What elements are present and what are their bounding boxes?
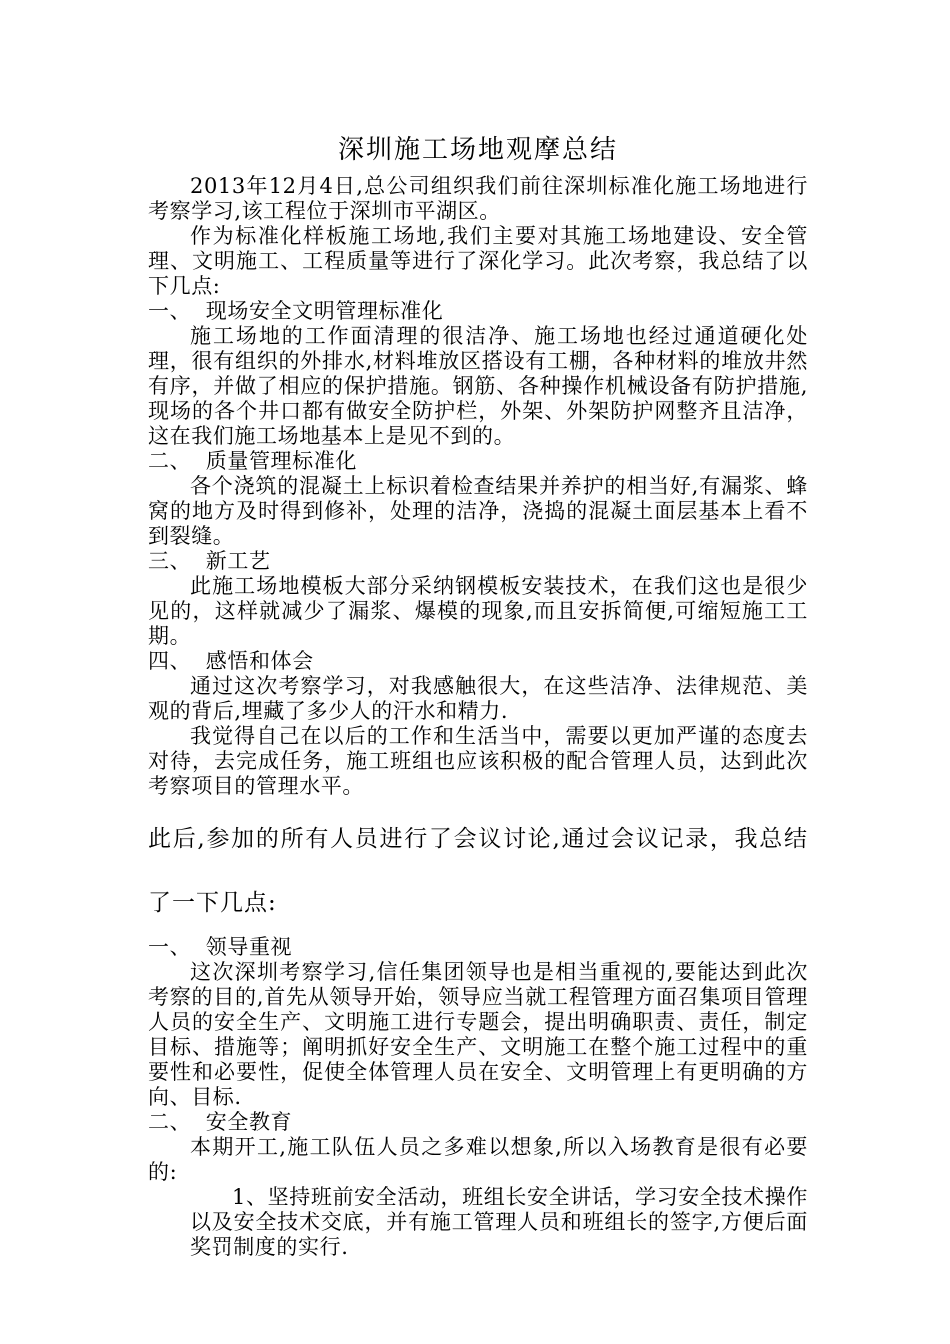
- intro-paragraph-1: 2013年12月4日,总公司组织我们前往深圳标准化施工场地进行考察学习,该工程位于深圳市平湖区。: [148, 174, 808, 223]
- section-heading-safety-education: 二、 安全教育: [148, 1110, 293, 1134]
- section-heading-reflections: 四、 感悟和体会: [148, 649, 314, 673]
- document-title: 深圳施工场地观摩总结: [337, 135, 618, 165]
- section-paragraph-quality-standard: 各个浇筑的混凝土上标识着检查结果并养护的相当好,有漏浆、蜂窝的地方及时得到修补，处理的洁净，浇捣的混凝土面层基本上看不到裂缝。: [148, 474, 808, 548]
- section-paragraph-leadership: 这次深圳考察学习,信任集团领导也是相当重视的,要能达到此次考察的目的,首先从领导开始，领导应当就工程管理方面召集项目管理人员的安全生产、文明施工进行专题会，提出明确职责、责任，制定目标、措施等；阐明抓好安全生产、文明施工在整个施工过程中的重要性和必要性，促使全体管理人员在安全、文明管理上有更明确的方向、目标.: [148, 960, 808, 1109]
- list-item-safety-education-1: 1、坚持班前安全活动，班组长安全讲话，学习安全技术操作以及安全技术交底，并有施工管理人员和班组长的签字,方便后面奖罚制度的实行.: [190, 1185, 808, 1259]
- document-page: [148, 128, 808, 1260]
- section-heading-safety-standard: 一、 现场安全文明管理标准化: [148, 299, 444, 323]
- section-paragraph-safety-standard: 施工场地的工作面清理的很洁净、施工场地也经过通道硬化处理，很有组织的外排水,材料堆放区搭设有工棚，各种材料的堆放井然有序，并做了相应的保护措施。钢筋、各种操作机械设备有防护措施,现场的各个井口都有做安全防护栏，外架、外架防护网整齐且洁净，这在我们施工场地基本上是见不到的。: [148, 324, 808, 448]
- section-paragraph-reflections-2: 我觉得自己在以后的工作和生活当中，需要以更加严谨的态度去对待，去完成任务，施工班组也应该积极的配合管理人员，达到此次考察项目的管理水平。: [148, 724, 808, 798]
- section-heading-leadership: 一、 领导重视: [148, 935, 293, 959]
- section-paragraph-safety-education: 本期开工,施工队伍人员之多难以想象,所以入场教育是很有必要的:: [148, 1135, 808, 1184]
- section-heading-new-process: 三、 新工艺: [148, 549, 271, 573]
- intro-paragraph-2: 作为标准化样板施工场地,我们主要对其施工场地建设、安全管理、文明施工、工程质量等进行了深化学习。此次考察，我总结了以下几点:: [148, 224, 808, 298]
- section-paragraph-reflections-1: 通过这次考察学习，对我感触很大，在这些洁净、法律规范、美观的背后,埋藏了多少人的汗水和精力.: [148, 674, 808, 723]
- section-paragraph-new-process: 此施工场地模板大部分采纳钢模板安装技术，在我们这也是很少见的，这样就减少了漏浆、爆模的现象,而且安拆简便,可缩短施工工期。: [148, 574, 808, 648]
- transition-paragraph: 此后,参加的所有人员进行了会议讨论,通过会议记录，我总结了一下几点:: [148, 826, 808, 916]
- section-heading-quality-standard: 二、 质量管理标准化: [148, 449, 357, 473]
